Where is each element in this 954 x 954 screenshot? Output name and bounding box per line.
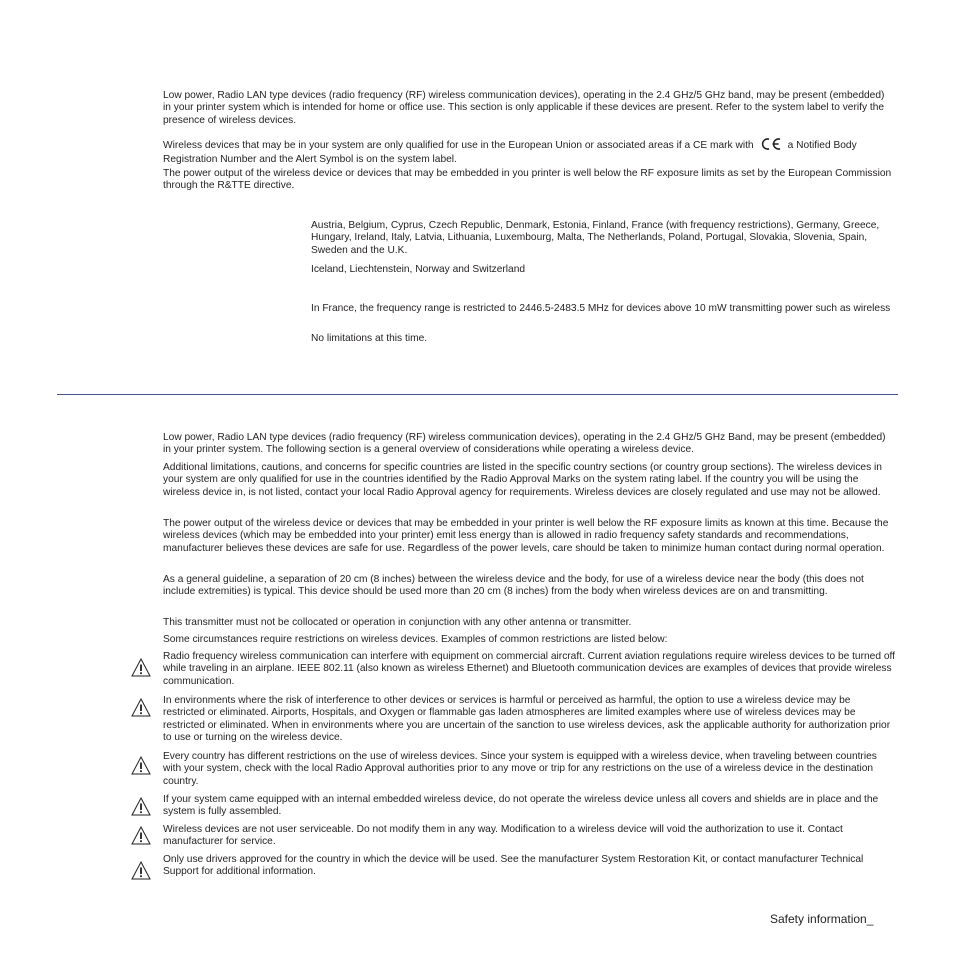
warning-triangle-icon	[131, 698, 151, 717]
eu-ce-paragraph	[163, 138, 893, 167]
warning-triangle-icon	[131, 826, 151, 845]
eu-ce-text-before: Wireless devices that may be in your system are only qualified for use in the European Union or associated areas if a CE mark with	[163, 140, 754, 151]
separation-guideline-paragraph: As a general guideline, a separation of 20 cm (8 inches) between the wireless device and the body, for use of a wireless device near the body (this does not include extremities) is typical. This device should be used more than 20 cm (8 inches) from the body when wireless devices are on and transmitting.	[163, 574, 864, 598]
eu-intro-paragraph: Low power, Radio LAN type devices (radio frequency (RF) wireless communication devices), operating in the 2.4 GHz/5 GHz band, may be present (embedded) in your printer system which is intended for home or office use. This section is only applicable if these devices are present. Refer to the system label to verify the presence of wireless devices.	[163, 90, 885, 126]
warning-triangle-icon	[131, 861, 151, 880]
warning-country-travel: Every country has different restrictions on the use of wireless devices. Since your system is equipped with a wireless device, when traveling between countries with your system, check with the local Radio Approval authorities prior to any move or trip for any restrictions on the use of a wireless device in the destination country.	[163, 751, 877, 787]
eu-countries-list: Austria, Belgium, Cyprus, Czech Republic, Denmark, Estonia, Finland, France (with frequency restrictions), Germany, Greece, Hungary, Ireland, Italy, Latvia, Lithuania, Luxembourg, Malta, The Netherlands, Poland, Portugal, Slovakia, Slovenia, Spain, Sweden and the U.K.	[311, 220, 880, 256]
warning-triangle-icon	[131, 797, 151, 816]
rf-exposure-paragraph: The power output of the wireless device or devices that may be embedded in your printer is well below the RF exposure limits as known at this time. Because the wireless devices (which may be embedded into your printer) emit less energy than is allowed in radio frequency safety standards and recommendations, manufacturer believes these devices are safe for use. Regardless of the power levels, care should be taken to minimize human contact during normal operation.	[163, 518, 889, 554]
general-intro-paragraph: Low power, Radio LAN type devices (radio frequency (RF) wireless communication devices), operating in the 2.4 GHz/5 GHz Band, may be present (embedded) in your printer system. The following section is a general overview of considerations while operating a wireless device.	[163, 432, 886, 456]
ce-mark-icon	[760, 138, 782, 154]
warning-not-serviceable: Wireless devices are not user serviceable. Do not modify them in any way. Modification to a wireless device will void the authorization to use it. Contact manufacturer for service.	[163, 824, 843, 848]
warning-interference: In environments where the risk of interference to other devices or services is harmful or perceived as harmful, the option to use a wireless device may be restricted or eliminated. Airports, Hospitals, and Oxygen or flammable gas laden atmospheres are limited examples where use of wireless devices may be restricted or eliminated. When in environments where you are uncertain of the sanction to use wireless devices, ask the applicable authority for authorization prior to use or turning on the wireless device.	[163, 695, 891, 743]
warning-triangle-icon	[131, 658, 151, 677]
warning-approved-drivers: Only use drivers approved for the country in which the device will be used. See the manufacturer System Restoration Kit, or contact manufacturer Technical Support for additional information.	[163, 854, 864, 878]
restrictions-intro: Some circumstances require restrictions on wireless devices. Examples of common restrictions are listed below:	[163, 634, 668, 645]
warning-aircraft: Radio frequency wireless communication can interfere with equipment on commercial aircraft. Current aviation regulations require wireless devices to be turned off while traveling in an airplane. IEEE 802.11 (also known as wireless Ethernet) and Bluetooth communication devices are examples of devices that provide wireless communication.	[163, 651, 895, 687]
warning-assembled: If your system came equipped with an internal embedded wireless device, do not operate the wireless device unless all covers and shields are in place and the system is fully assembled.	[163, 794, 879, 818]
country-limitations-paragraph: Additional limitations, cautions, and concerns for specific countries are listed in the specific country sections (or country group sections). The wireless devices in your system are only qualified for use in the countries identified by the Radio Approval Marks on the system rating label. If the country you will be using the wireless device in, is not listed, contact your local Radio Approval agency for requirements. Wireless devices are closely regulated and use may not be allowed.	[163, 462, 882, 498]
eu-countries-list-2: Iceland, Liechtenstein, Norway and Switzerland	[311, 264, 526, 275]
warning-triangle-icon	[131, 756, 151, 775]
france-restriction: In France, the frequency range is restricted to 2446.5-2483.5 MHz for devices above 10 mW transmitting power such as wireless	[311, 303, 891, 314]
eu-rf-exposure-paragraph: The power output of the wireless device or devices that may be embedded in you printer is well below the RF exposure limits as set by the European Commission through the R&TTE directive.	[163, 168, 892, 192]
no-limitations: No limitations at this time.	[311, 333, 428, 344]
footer-section-label: Safety information_	[770, 912, 874, 926]
section-divider	[57, 394, 898, 395]
eu-ce-text-after: a Notified Body Registration Number and the Alert Symbol is on the system label.	[163, 140, 857, 166]
collocation-paragraph: This transmitter must not be collocated or operation in conjunction with any other antenna or transmitter.	[163, 617, 632, 628]
